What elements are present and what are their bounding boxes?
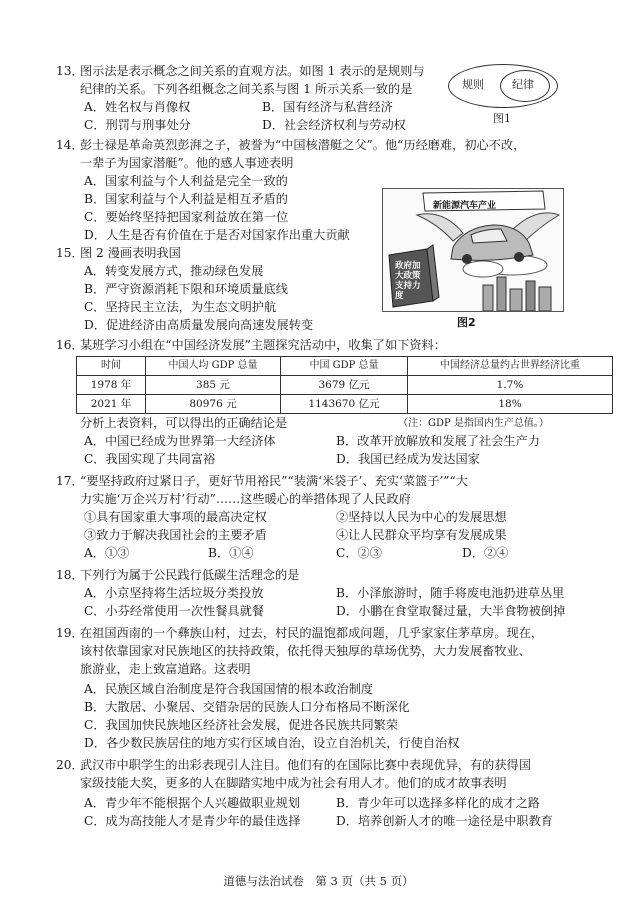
table-header-cell: 中国经济总量约占世界经济比重: [408, 357, 613, 376]
table-cell: 80976 元: [146, 395, 281, 414]
table-header-cell: 中国 GDP 总量: [281, 357, 408, 376]
q20-option-d: D．培养创新人才的唯一途径是中职教育: [336, 814, 553, 828]
q19-stem-line3: 旅游业，走上致富道路。这表明: [80, 662, 251, 676]
q18-option-d: D．小鹏在食堂取餐过量，大半食物被倒掉: [336, 604, 566, 618]
q17-statement-1: ①具有国家重大事项的最高决定权: [84, 510, 267, 524]
table-cell: 1143670 亿元: [281, 395, 408, 414]
table-header-row: [77, 357, 613, 376]
q14-option-a: A．国家利益与个人利益是完全一致的: [84, 174, 288, 188]
q16-stem-line2: 分析上表资料，可以得出的正确结论是: [80, 416, 288, 430]
q17-stem-line2: 力实施‘万企兴万村’行动”……这些暖心的举措体现了人民政府: [80, 492, 411, 506]
q13-stem-line2: 纪律的关系。下列各组概念之间关系与图 1 所示关系一致的是: [80, 82, 413, 96]
q17-number: 17．: [56, 474, 84, 488]
page-footer: 道德与法治试卷 第 3 页（共 5 页）: [223, 874, 414, 888]
q13-option-a: A．姓名权与肖像权: [84, 100, 191, 114]
table-row: [77, 376, 613, 395]
q17-statement-3: ③致力于解决我国社会的主要矛盾: [84, 528, 267, 542]
q17-option-a: A．①③: [84, 546, 130, 560]
q16-number: 16．: [56, 338, 84, 352]
gdp-data-table: [76, 356, 613, 414]
q15-stem-line1: 图 2 漫画表明我国: [80, 246, 181, 260]
q20-option-a: A．青少年不能根据个人兴趣做职业规划: [84, 796, 300, 810]
q13-option-c: C．刑罚与刑事处分: [84, 118, 191, 132]
q19-stem-line2: 该村依靠国家对民族地区的扶持政策，依托得天独厚的草场优势，大力发展畜牧业、: [80, 644, 531, 658]
q19-stem-line1: 在祖国西南的一个彝族山村，过去，村民的温饱都成问题，几乎家家住茅草房。现在，: [80, 626, 544, 640]
q14-stem-line2: 一辈子为国家潜艇”。他的感人事迹表明: [80, 156, 294, 170]
figure-1-venn: [448, 64, 558, 108]
q15-option-a: A．转变发展方式，推动绿色发展: [84, 264, 264, 278]
q18-option-c: C．小芬经常使用一次性餐具就餐: [84, 604, 264, 618]
table-cell: 2021 年: [77, 395, 146, 414]
q17-stem-line1: “要坚持政府过紧日子，更好节用裕民”“装满‘米袋子’、充实‘菜篮子’”“大: [80, 474, 468, 488]
table-cell: 3679 亿元: [281, 376, 408, 395]
q16-option-a: A．中国已经成为世界第一大经济体: [84, 434, 276, 448]
figure-2-caption: 图2: [457, 316, 476, 329]
q15-option-c: C．坚持民主立法，为生态文明护航: [84, 300, 277, 314]
cartoon-government-text: 政府加大政策支持力度: [395, 261, 421, 301]
q20-stem-line1: 武汉市中职学生的出彩表现引人注目。他们有的在国际比赛中表现优异，有的获得国: [80, 758, 531, 772]
q17-option-b: B．①④: [208, 546, 254, 560]
q19-option-b: B．大散居、小聚居、交错杂居的民族人口分布格局不断深化: [84, 700, 410, 714]
figure-2-cartoon: [382, 188, 564, 312]
q16-option-c: C．我国实现了共同富裕: [84, 452, 216, 466]
q20-option-c: C．成为高技能人才是青少年的最佳选择: [84, 814, 301, 828]
q14-number: 14．: [56, 138, 84, 152]
q13-stem-line1: 图示法是表示概念之间关系的直观方法。如图 1 表示的是规则与: [80, 64, 425, 78]
q18-option-a: A．小京坚持将生活垃圾分类投放: [84, 586, 264, 600]
q20-stem-line2: 家级技能大奖，更多的人在脚踏实地中成为社会有用人才。他们的成才故事表明: [80, 776, 507, 790]
table-cell: 385 元: [146, 376, 281, 395]
q19-number: 19．: [56, 626, 84, 640]
q14-option-d: D．人生是否有价值在于是否对国家作出重大贡献: [84, 228, 350, 242]
q13-number: 13．: [56, 64, 84, 78]
q19-option-a: A．民族区域自治制度是符合我国国情的根本政治制度: [84, 682, 374, 696]
q17-option-d: D．②④: [462, 546, 509, 560]
q15-option-d: D．促进经济由高质量发展向高速发展转变: [84, 318, 314, 332]
q16-option-b: B．改革开放解放和发展了社会生产力: [336, 434, 540, 448]
figure-1-label-rules: 规则: [462, 78, 484, 91]
table-header-cell: 中国人均 GDP 总量: [146, 357, 281, 376]
q16-note: （注：GDP 是指国内生产总值。）: [398, 418, 549, 429]
table-cell: 18%: [408, 395, 613, 414]
q13-option-b: B．国有经济与私营经济: [262, 100, 393, 114]
q18-stem-line1: 下列行为属于公民践行低碳生活理念的是: [80, 568, 300, 582]
q15-number: 15．: [56, 246, 84, 260]
q16-option-d: D．我国已经成为发达国家: [336, 452, 480, 466]
cartoon-banner-text: 新能源汽车产业: [433, 201, 497, 211]
q20-number: 20．: [56, 758, 84, 772]
q19-option-c: C．我国加快民族地区经济社会发展，促进各民族共同繁荣: [84, 718, 399, 732]
table-cell: 1978 年: [77, 376, 146, 395]
table-row: [77, 395, 613, 414]
q17-statement-4: ④让人民群众平均享有发展成果: [336, 528, 507, 542]
q16-stem-line1: 某班学习小组在“中国经济发展”主题探究活动中，收集了如下资料：: [80, 338, 446, 352]
q14-option-c: C．要始终坚持把国家利益放在第一位: [84, 210, 289, 224]
figure-1-label-discipline: 纪律: [512, 78, 534, 91]
q14-stem-line1: 彭士禄是革命英烈彭湃之子，被誉为“中国核潜艇之父”。他“历经磨难，初心不改，: [80, 138, 526, 152]
q20-option-b: B．青少年可以选择多样化的成才之路: [336, 796, 540, 810]
q17-statement-2: ②坚持以人民为中心的发展思想: [336, 510, 507, 524]
table-cell: 1.7%: [408, 376, 613, 395]
table-header-cell: 时间: [77, 357, 146, 376]
q14-option-b: B．国家利益与个人利益是相互矛盾的: [84, 192, 288, 206]
q15-option-b: B．严守资源消耗下限和环境质量底线: [84, 282, 288, 296]
q18-option-b: B．小泽旅游时，随手将废电池扔进草丛里: [336, 586, 565, 600]
q17-option-c: C．②③: [336, 546, 382, 560]
q18-number: 18．: [56, 568, 84, 582]
figure-1-caption: 图1: [493, 112, 511, 125]
q19-option-d: D．各少数民族居住的地方实行区域自治，设立自治机关，行使自治权: [84, 736, 460, 750]
q13-option-d: D．社会经济权利与劳动权: [262, 118, 406, 132]
